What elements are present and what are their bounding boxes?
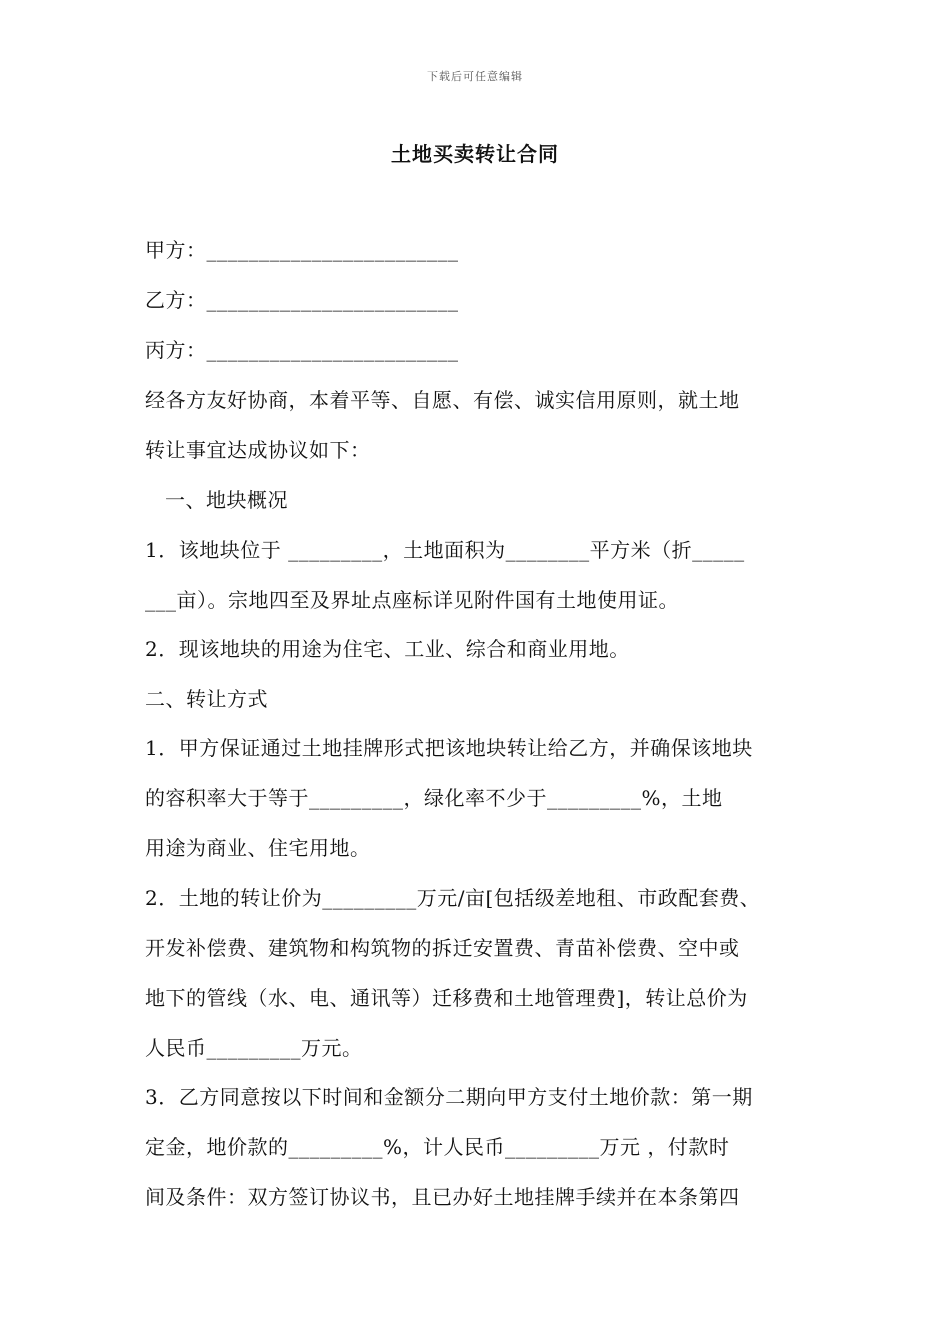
clause-1-2: 2．现该地块的用途为住宅、工业、综合和商业用地。	[145, 637, 630, 661]
clause-2-1-line-1: 1．甲方保证通过土地挂牌形式把该地块转让给乙方，并确保该地块	[145, 736, 753, 760]
clause-2-3-line-1: 3．乙方同意按以下时间和金额分二期向甲方支付土地价款：第一期	[145, 1085, 753, 1109]
party-a-line: 甲方：________________________	[145, 238, 459, 262]
document-title: 土地买卖转让合同	[391, 142, 559, 166]
clause-2-3-line-2: 定金，地价款的_________%，计人民币_________万元 ，付款时	[145, 1135, 730, 1159]
section-heading-2: 二、转让方式	[145, 687, 268, 711]
clause-2-3-line-3: 间及条件：双方签订协议书，且已办好土地挂牌手续并在本条第四	[145, 1185, 740, 1209]
clause-2-1-line-2: 的容积率大于等于_________，绿化率不少于_________%，土地	[145, 786, 723, 810]
header-note: 下载后可任意编辑	[427, 70, 523, 83]
clause-2-2-line-2: 开发补偿费、建筑物和构筑物的拆迁安置费、青苗补偿费、空中或	[145, 936, 740, 960]
clause-1-1-line-1: 1．该地块位于 _________，土地面积为________平方米（折_____	[145, 538, 745, 562]
section-heading-1: 一、地块概况	[165, 488, 288, 512]
clause-2-2-line-3: 地下的管线（水、电、通讯等）迁移费和土地管理费]，转让总价为	[145, 986, 748, 1010]
preamble-line-2: 转让事宜达成协议如下：	[145, 438, 371, 462]
party-c-line: 丙方：________________________	[145, 338, 459, 362]
clause-2-2-line-4: 人民币_________万元。	[145, 1036, 363, 1060]
clause-1-1-line-2: ___亩）。宗地四至及界址点座标详见附件国有土地使用证。	[145, 588, 679, 612]
clause-2-1-line-3: 用途为商业、住宅用地。	[145, 836, 371, 860]
clause-2-2-line-1: 2．土地的转让价为_________万元/亩[包括级差地租、市政配套费、	[145, 886, 761, 910]
preamble-line-1: 经各方友好协商，本着平等、自愿、有偿、诚实信用原则，就土地	[145, 388, 740, 412]
party-b-line: 乙方：________________________	[145, 288, 459, 312]
